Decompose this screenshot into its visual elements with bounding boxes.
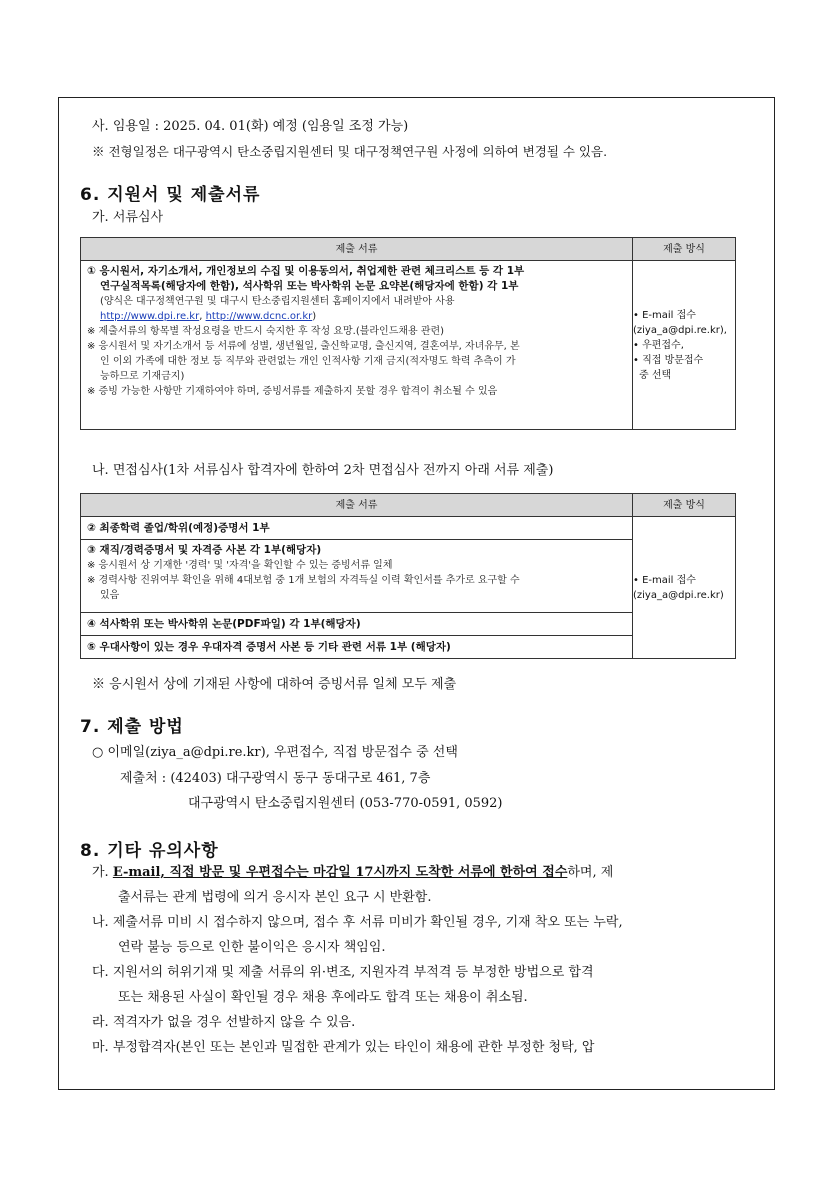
table-header-method: 제출 방식 — [633, 238, 736, 261]
section-6-title: 6. 지원서 및 제출서류 — [80, 185, 261, 205]
submission-method-line: ○ 이메일(ziya_a@dpi.re.kr), 우편접수, 직접 방문접수 중 선택 — [92, 745, 458, 760]
table2-method-cell: • E-mail 접수 (ziya_a@dpi.re.kr) — [633, 517, 736, 659]
notice-na-line-2: 연락 불능 등으로 인한 불이익은 응시자 책임임. — [118, 940, 386, 955]
notice-ga-line-1: 가. E-mail, 직접 방문 및 우편접수는 마감일 17시까지 도착한 서류에 한하여 접수하며, 제 — [92, 865, 614, 880]
required-docs-line-2: 연구실적목록(해당자에 한함), 석사학위 또는 박사학위 논문 요약본(해당자에 한함) 각 1부 — [100, 280, 519, 292]
schedule-note: ※ 전형일정은 대구광역시 탄소중립지원센터 및 대구정책연구원 사정에 의하여 변경될 수 있음. — [92, 144, 608, 159]
document-review-table — [80, 237, 736, 430]
personal-info-note-1: ※ 응시원서 및 자기소개서 등 서류에 성별, 생년월일, 출신학교명, 출신지역, 결혼여부, 자녀유무, 본 — [87, 341, 520, 352]
preference-row: ⑤ 우대사항이 있는 경우 우대자격 증명서 사본 등 기타 관련 서류 1부 (해당자) — [87, 640, 451, 653]
interview-heading: 나. 면접심사(1차 서류심사 합격자에 한하여 2차 면접심사 전까지 아래 서류 제출) — [92, 463, 554, 478]
dpi-link[interactable]: http://www.dpi.re.kr — [100, 311, 200, 322]
table2-header-method: 제출 방식 — [633, 494, 736, 517]
interview-docs-table — [80, 493, 736, 659]
career-note-3: 있음 — [100, 590, 120, 601]
career-note-2: ※ 경력사항 진위여부 확인을 위해 4대보험 중 1개 보험의 자격득실 이력 확인서를 추가로 요구할 수 — [87, 575, 520, 586]
appointment-date: 사. 임용일 : 2025. 04. 01(화) 예정 (임용일 조정 가능) — [92, 119, 409, 134]
evidence-footnote: ※ 응시원서 상에 기재된 사항에 대하여 증빙서류 일체 모두 제출 — [92, 677, 457, 692]
blind-hiring-note: ※ 제출서류의 항목별 작성요령을 반드시 숙지한 후 작성 요망.(블라인드채용 관련) — [87, 326, 445, 337]
notice-na-line-1: 나. 제출서류 미비 시 접수하지 않으며, 접수 후 서류 미비가 확인될 경우, 기재 착오 또는 누락, — [92, 915, 623, 930]
thesis-row: ④ 석사학위 또는 박사학위 논문(PDF파일) 각 1부(해당자) — [87, 617, 361, 630]
form-source-links: http://www.dpi.re.kr, http://www.dcnc.or.kr) — [100, 311, 317, 322]
submission-address-line: 제출처 : (42403) 대구광역시 동구 동대구로 461, 7층 — [120, 771, 431, 786]
personal-info-note-2: 인 이외 가족에 대한 정보 등 직무와 관련없는 개인 인적사항 기재 금지(적자명도 학력 추측이 가 — [100, 356, 516, 367]
submission-method-cell: • E-mail 접수 (ziya_a@dpi.re.kr), • 우편접수, • 직접 방문접수 중 선택 — [633, 261, 736, 430]
table2-header-documents: 제출 서류 — [81, 494, 633, 517]
career-certificate-row: ③ 재직/경력증명서 및 자격증 사본 각 1부(해당자) — [87, 544, 322, 556]
document-review-heading: 가. 서류심사 — [92, 210, 164, 225]
personal-info-note-3: 능하므로 기재금지) — [100, 371, 185, 382]
required-docs-line-1: ① 응시원서, 자기소개서, 개인정보의 수집 및 이용동의서, 취업제한 관련 체크리스트 등 각 1부 — [87, 265, 525, 277]
section-7-title: 7. 제출 방법 — [80, 717, 184, 737]
deadline-emphasis: E-mail, 직접 방문 및 우편접수는 마감일 17시까지 도착한 서류에 한하여 접수 — [112, 865, 568, 880]
form-source-note: (양식은 대구정책연구원 및 대구시 탄소중립지원센터 홈페이지에서 내려받아 사용 — [100, 296, 455, 307]
degree-certificate-row: ② 최종학력 졸업/학위(예정)증명서 1부 — [87, 521, 270, 534]
notice-ga-line-2: 출서류는 관계 법령에 의거 응시자 본인 요구 시 반환함. — [118, 890, 432, 905]
section-8-title: 8. 기타 유의사항 — [80, 841, 219, 861]
dcnc-link[interactable]: http://www.dcnc.or.kr — [205, 311, 313, 322]
notice-da-line-2: 또는 채용된 사실이 확인될 경우 채용 후에라도 합격 또는 채용이 취소됨. — [118, 990, 528, 1005]
table-header-documents: 제출 서류 — [81, 238, 633, 261]
notice-ra: 라. 적격자가 없을 경우 선발하지 않을 수 있음. — [92, 1015, 356, 1030]
notice-da-line-1: 다. 지원서의 허위기재 및 제출 서류의 위·변조, 지원자격 부적격 등 부정한 방법으로 합격 — [92, 965, 594, 980]
career-note-1: ※ 응시원서 상 기재한 '경력' 및 '자격'을 확인할 수 있는 증빙서류 일체 — [87, 560, 393, 571]
submission-center-line: 대구광역시 탄소중립지원센터 (053-770-0591, 0592) — [188, 796, 503, 811]
verification-note: ※ 증빙 가능한 사항만 기재하여야 하며, 증빙서류를 제출하지 못할 경우 합격이 취소될 수 있음 — [87, 386, 498, 397]
notice-ma: 마. 부정합격자(본인 또는 본인과 밀접한 관계가 있는 타인이 채용에 관한 부정한 청탁, 압 — [92, 1040, 595, 1055]
